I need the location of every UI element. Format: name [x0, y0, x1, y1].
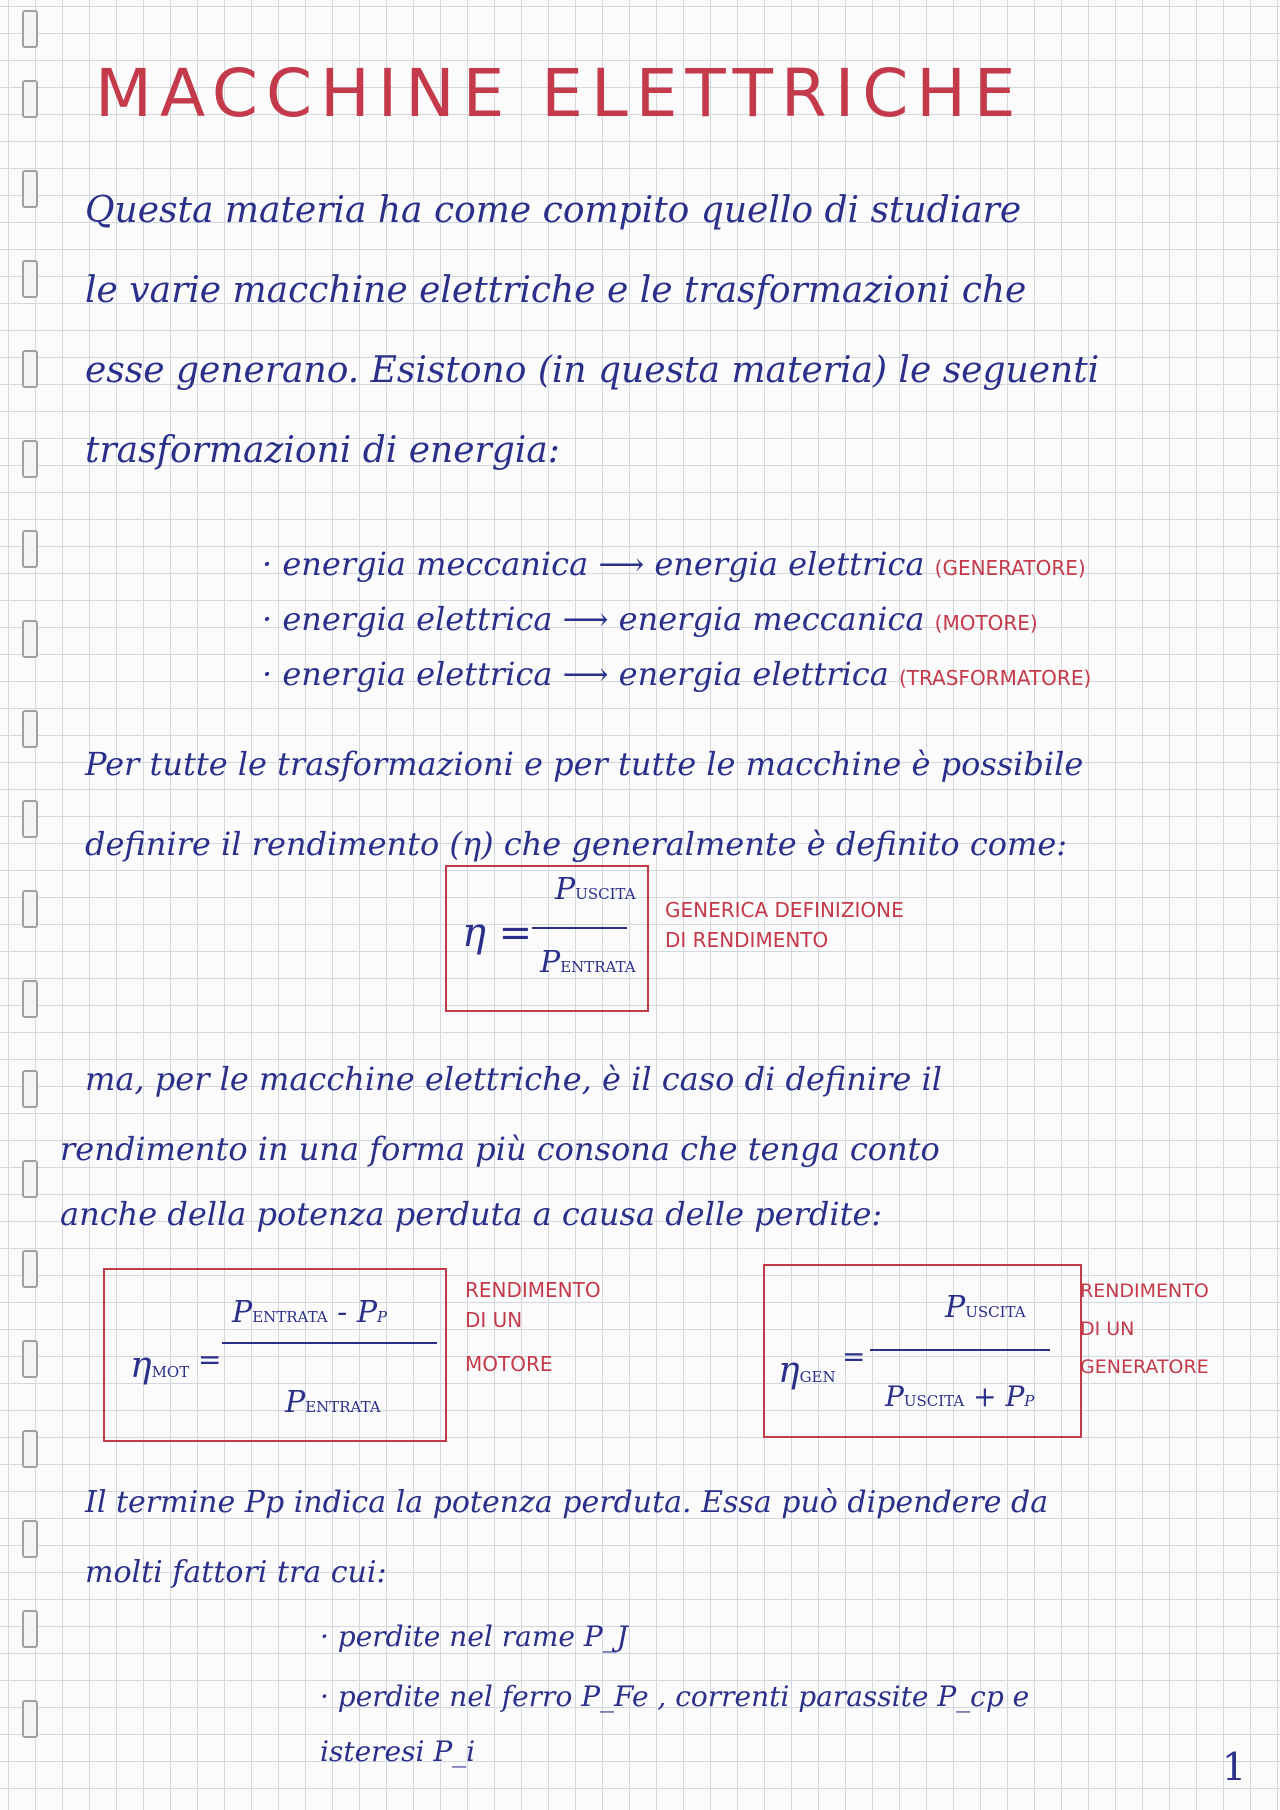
binder-hole — [22, 170, 38, 208]
binder-hole — [22, 1250, 38, 1288]
list-item: · perdite nel rame P_J — [320, 1620, 628, 1653]
binder-hole — [22, 1340, 38, 1378]
motor-numerator: PENTRATA - PP — [232, 1295, 388, 1330]
intro-line: le varie macchine elettriche e le trasformazioni che — [85, 270, 1027, 311]
binder-hole — [22, 980, 38, 1018]
motor-denominator: PENTRATA — [285, 1385, 381, 1420]
list-item — [262, 655, 1091, 693]
motor-eta: ηMOT — [130, 1345, 190, 1386]
list-item: isteresi P_i — [320, 1735, 476, 1768]
binder-hole — [22, 260, 38, 298]
binder-holes — [22, 0, 40, 1810]
electric-line: rendimento in una forma più consona che tenga conto — [60, 1130, 940, 1168]
efficiency-intro-line: definire il rendimento (η) che generalmente è definito come: — [85, 825, 1068, 863]
generator-eta: ηGEN — [778, 1350, 836, 1391]
list-item: · perdite nel ferro P_Fe , correnti parassite P_cp e — [320, 1680, 1030, 1713]
electric-line: anche della potenza perduta a causa delle perdite: — [60, 1195, 883, 1233]
transformation-tag: (MOTORE) — [934, 611, 1038, 635]
bullet-dot: · — [262, 545, 273, 583]
arrow-icon: ⟶ — [598, 545, 645, 583]
arrow-icon: ⟶ — [562, 655, 609, 693]
motor-formula-note: RENDIMENTO DI UN MOTORE — [465, 1278, 601, 1376]
generator-denominator: PUSCITA + PP — [885, 1380, 1035, 1413]
page-title: MACCHINE ELETTRICHE — [95, 55, 1024, 132]
binder-hole — [22, 80, 38, 118]
fraction-line — [222, 1342, 437, 1344]
losses-line: Il termine Pp indica la potenza perduta. Essa può dipendere da — [85, 1485, 1049, 1520]
numerator: PUSCITA — [555, 872, 636, 907]
denominator: PENTRATA — [540, 945, 636, 980]
transformation-to: energia meccanica — [618, 600, 925, 638]
binder-hole — [22, 890, 38, 928]
fraction-line — [532, 927, 627, 929]
list-item — [262, 600, 1038, 638]
transformation-tag: (GENERATORE) — [934, 556, 1086, 580]
binder-hole — [22, 620, 38, 658]
generator-formula-note: RENDIMENTO DI UN GENERATORE — [1080, 1280, 1209, 1378]
binder-hole — [22, 1610, 38, 1648]
transformation-tag: (TRASFORMATORE) — [898, 666, 1092, 690]
generator-numerator: PUSCITA — [945, 1290, 1026, 1325]
bullet-dot: · — [262, 655, 273, 693]
transformation-from: energia elettrica — [282, 600, 553, 638]
transformation-from: energia meccanica — [282, 545, 589, 583]
equals-sign: = — [842, 1340, 866, 1373]
fraction-line — [870, 1349, 1050, 1351]
equals-sign: = — [198, 1343, 222, 1376]
binder-hole — [22, 1160, 38, 1198]
binder-hole — [22, 1520, 38, 1558]
electric-line: ma, per le macchine elettriche, è il caso di definire il — [85, 1060, 942, 1098]
binder-hole — [22, 1070, 38, 1108]
binder-hole — [22, 1430, 38, 1468]
page-number: 1 — [1222, 1745, 1247, 1789]
binder-hole — [22, 530, 38, 568]
eta-symbol: η = — [462, 910, 533, 956]
list-item — [262, 545, 1086, 583]
arrow-icon: ⟶ — [562, 600, 609, 638]
binder-hole — [22, 800, 38, 838]
efficiency-intro-line: Per tutte le trasformazioni e per tutte le macchine è possibile — [85, 745, 1084, 783]
intro-line: trasformazioni di energia: — [85, 430, 560, 471]
intro-line: esse generano. Esistono (in questa materia) le seguenti — [85, 350, 1100, 391]
binder-hole — [22, 1700, 38, 1738]
generic-formula-note: GENERICA DEFINIZIONE DI RENDIMENTO — [665, 898, 904, 952]
transformation-to: energia elettrica — [654, 545, 925, 583]
intro-line: Questa materia ha come compito quello di studiare — [85, 190, 1022, 231]
transformation-to: energia elettrica — [618, 655, 889, 693]
transformation-from: energia elettrica — [282, 655, 553, 693]
binder-hole — [22, 350, 38, 388]
binder-hole — [22, 10, 38, 48]
binder-hole — [22, 710, 38, 748]
bullet-dot: · — [262, 600, 273, 638]
losses-line: molti fattori tra cui: — [85, 1555, 387, 1590]
binder-hole — [22, 440, 38, 478]
